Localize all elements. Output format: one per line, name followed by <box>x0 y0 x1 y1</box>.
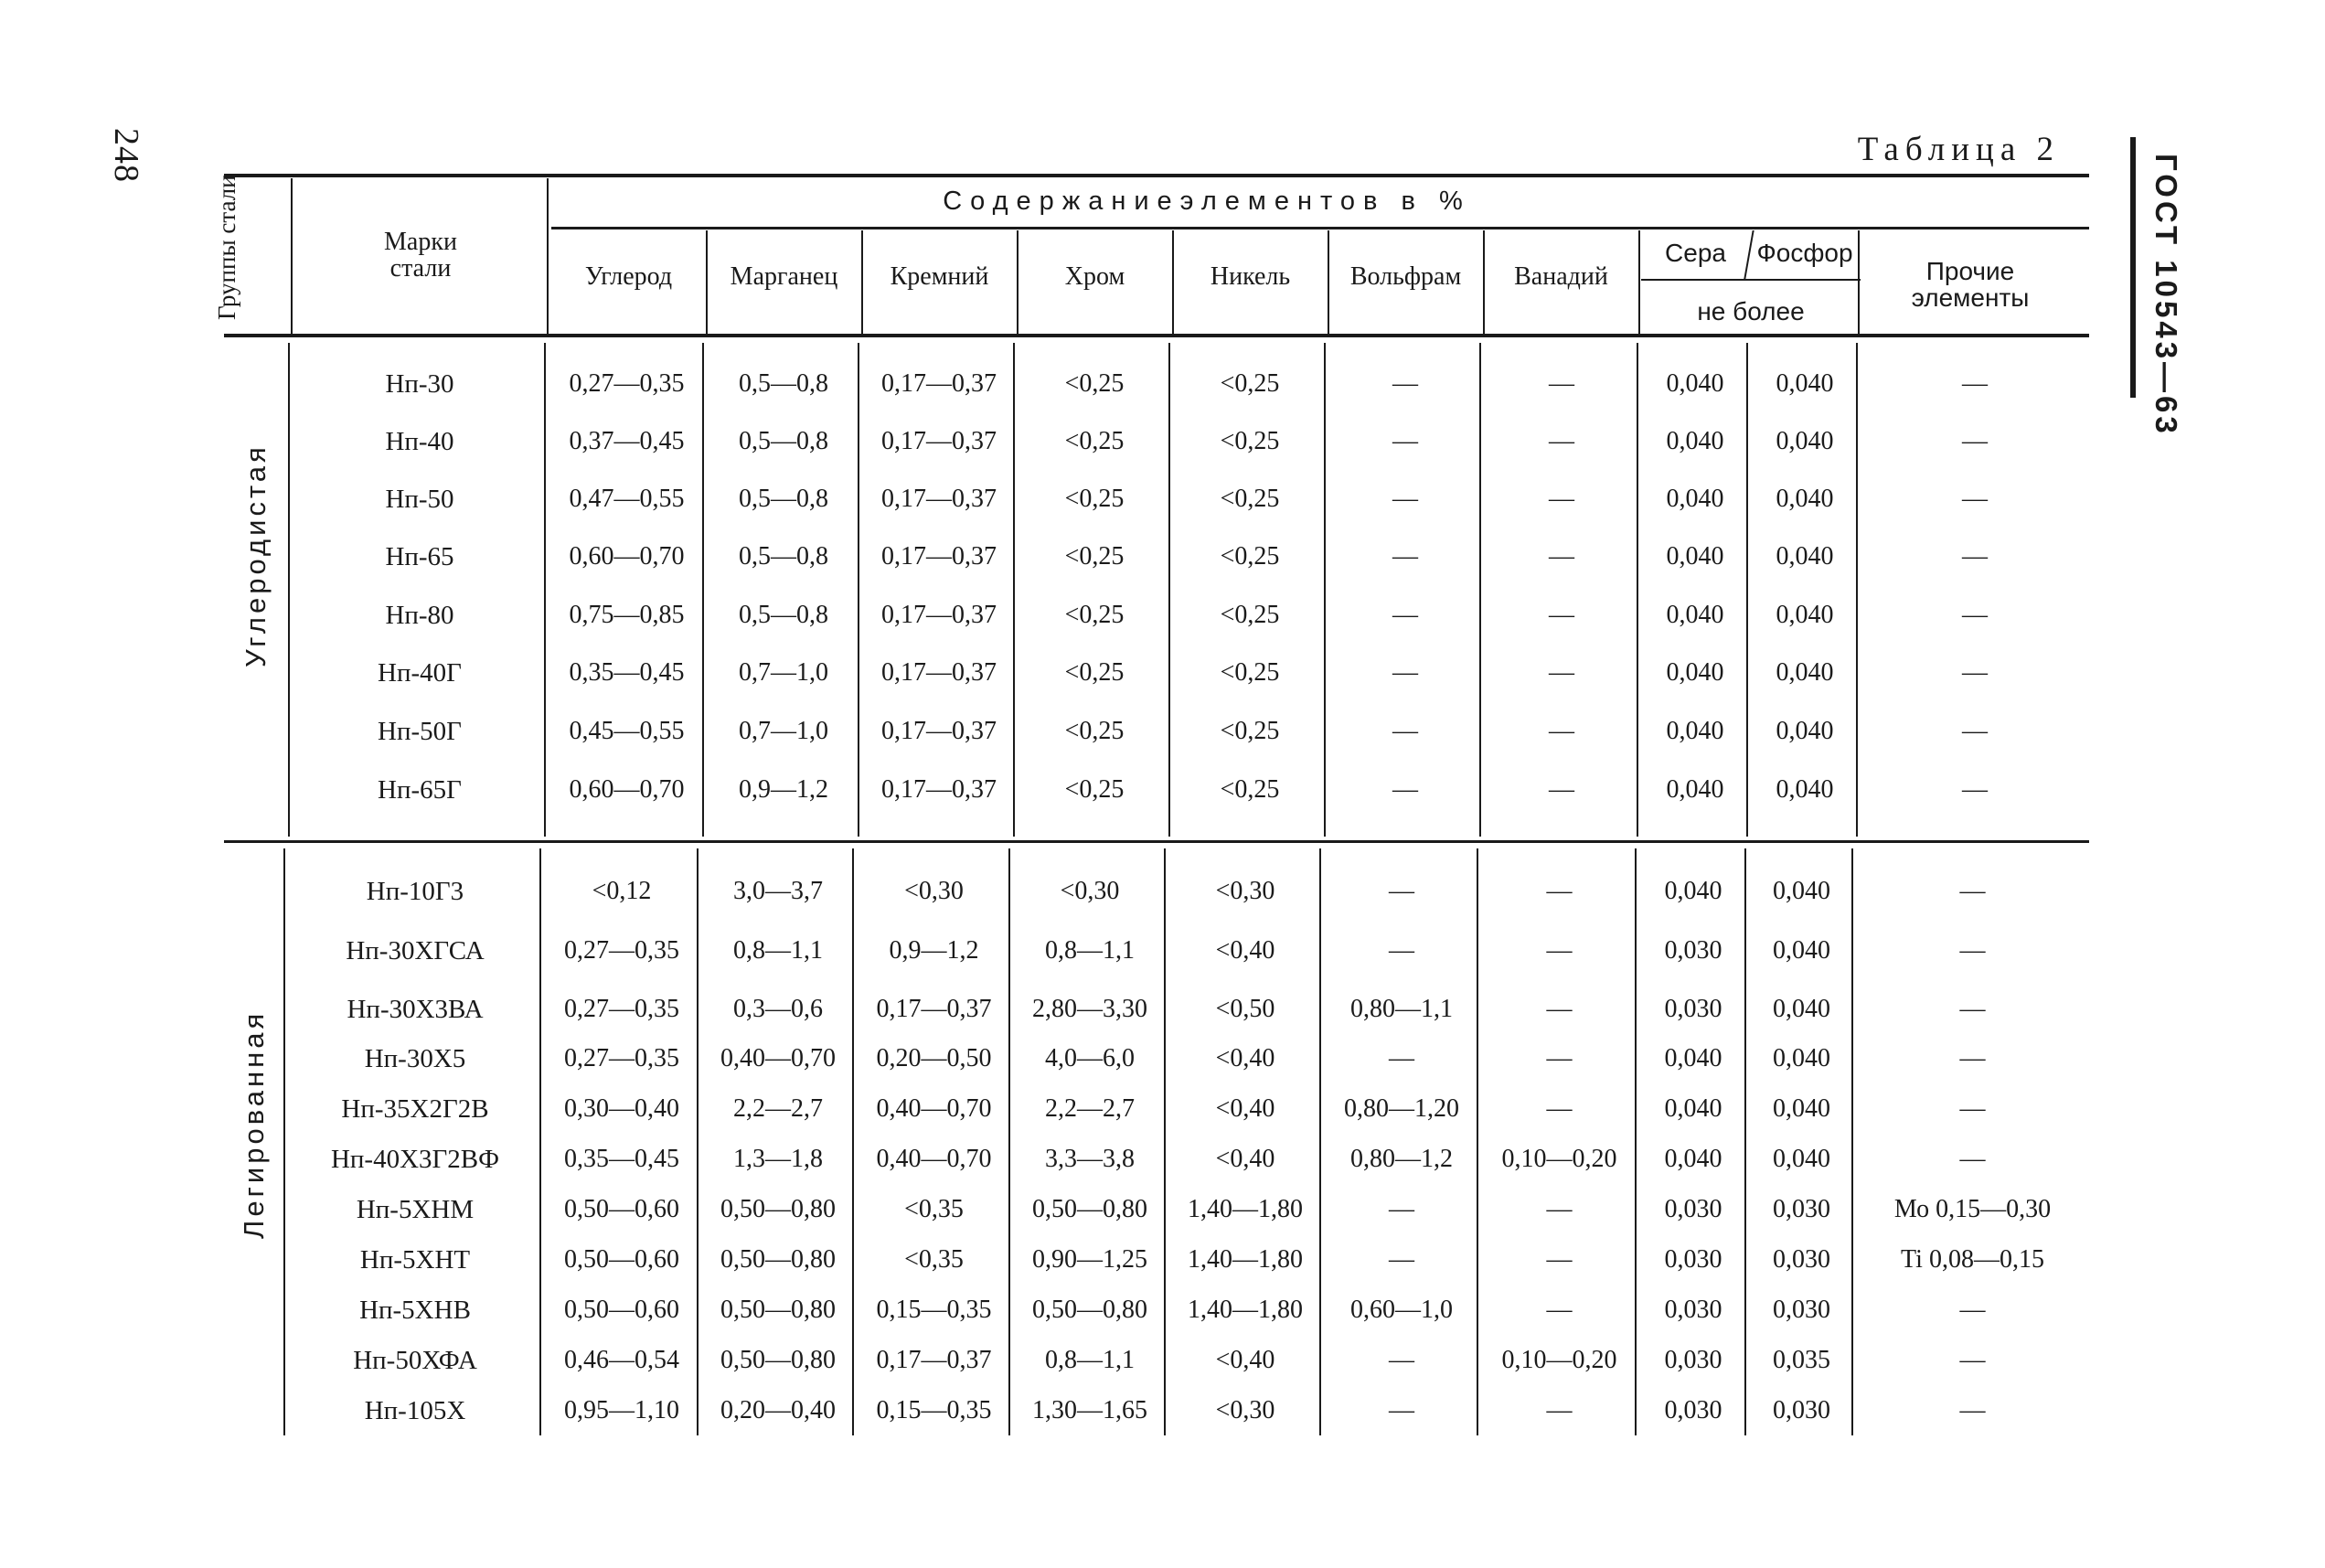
cell-other: — <box>1959 1346 1986 1374</box>
cell-phosphorus: 0,040 <box>1773 1145 1830 1173</box>
cell-manganese: 0,5—0,8 <box>739 427 828 455</box>
header-vanadium: Ванадий <box>1514 262 1608 291</box>
cell-vanadium: — <box>1549 717 1574 745</box>
cell-grade: Нп-35Х2Г2В <box>341 1094 489 1124</box>
cell-silicon: 0,40—0,70 <box>876 1094 992 1123</box>
header-silicon: Кремний <box>890 262 989 291</box>
body-col-line <box>1637 343 1638 837</box>
cell-nickel: <0,25 <box>1220 658 1280 687</box>
cell-phosphorus: 0,040 <box>1773 995 1830 1023</box>
cell-grade: Нп-30 <box>385 369 454 399</box>
header-sulfur: Сера <box>1665 239 1726 267</box>
cell-nickel: <0,25 <box>1220 775 1280 804</box>
cell-phosphorus: 0,030 <box>1773 1296 1830 1324</box>
header-tungsten: Вольфрам <box>1349 262 1462 291</box>
cell-sulfur: 0,030 <box>1664 936 1722 965</box>
group-label-alloyed: Легированная <box>238 1009 270 1239</box>
cell-carbon: 0,27—0,35 <box>564 995 679 1023</box>
cell-tungsten: — <box>1389 1396 1414 1424</box>
cell-chromium: 2,2—2,7 <box>1045 1094 1135 1123</box>
cell-chromium: 4,0—6,0 <box>1045 1044 1135 1072</box>
cell-manganese: 0,20—0,40 <box>720 1396 836 1424</box>
cell-carbon: 0,60—0,70 <box>569 775 685 804</box>
cell-vanadium: — <box>1546 995 1573 1023</box>
cell-tungsten: — <box>1392 427 1418 455</box>
cell-manganese: 0,8—1,1 <box>733 936 823 965</box>
cell-grade: Нп-50ХФА <box>353 1346 477 1375</box>
cell-tungsten: — <box>1392 369 1418 398</box>
body-col-line <box>1013 343 1015 837</box>
header-other-elements: Прочие элементы <box>1911 257 2030 313</box>
cell-sulfur: 0,040 <box>1664 877 1722 905</box>
cell-other: — <box>1962 717 1988 745</box>
cell-vanadium: — <box>1549 601 1574 629</box>
cell-tungsten: — <box>1392 542 1418 571</box>
cell-carbon: <0,12 <box>592 877 652 905</box>
header-col-line <box>1483 230 1485 334</box>
cell-tungsten: 0,80—1,1 <box>1350 995 1453 1023</box>
cell-other: — <box>1959 1296 1986 1324</box>
cell-tungsten: — <box>1389 936 1414 965</box>
cell-silicon: <0,35 <box>904 1245 964 1274</box>
cell-vanadium: — <box>1546 1396 1573 1424</box>
cell-sulfur: 0,040 <box>1666 485 1724 513</box>
header-col-line <box>1172 230 1174 334</box>
cell-sulfur: 0,040 <box>1666 369 1724 398</box>
cell-grade: Нп-30Х5 <box>364 1044 466 1073</box>
header-grades: Марки стали <box>384 228 457 283</box>
cell-phosphorus: 0,040 <box>1776 658 1834 687</box>
cell-silicon: 0,17—0,37 <box>876 995 992 1023</box>
body-col-line <box>858 343 859 837</box>
body-col-line <box>283 848 285 1435</box>
header-bottom-rule <box>224 334 2089 337</box>
cell-other: — <box>1962 658 1988 687</box>
cell-chromium: 0,8—1,1 <box>1045 936 1135 965</box>
cell-vanadium: — <box>1546 936 1573 965</box>
header-nickel: Никель <box>1210 262 1291 291</box>
cell-sulfur: 0,030 <box>1664 1346 1722 1374</box>
cell-other: — <box>1962 369 1988 398</box>
cell-silicon: 0,15—0,35 <box>876 1396 992 1424</box>
cell-manganese: 3,0—3,7 <box>733 877 823 905</box>
header-not-more: не более <box>1697 297 1805 325</box>
cell-tungsten: — <box>1392 485 1418 513</box>
cell-carbon: 0,50—0,60 <box>564 1245 679 1274</box>
cell-grade: Нп-30Х3ВА <box>347 995 484 1024</box>
cell-nickel: 1,40—1,80 <box>1188 1195 1303 1223</box>
cell-tungsten: — <box>1389 1195 1414 1223</box>
cell-other: — <box>1962 427 1988 455</box>
cell-chromium: <0,25 <box>1064 542 1125 571</box>
cell-sulfur: 0,040 <box>1666 658 1724 687</box>
cell-nickel: <0,30 <box>1215 1396 1275 1424</box>
cell-phosphorus: 0,040 <box>1776 369 1834 398</box>
cell-vanadium: — <box>1549 485 1574 513</box>
cell-chromium: 0,8—1,1 <box>1045 1346 1135 1374</box>
cell-nickel: <0,50 <box>1215 995 1275 1023</box>
table-top-rule <box>224 174 2089 177</box>
standard-side-title: ГОСТ 10543—63 <box>2149 154 2183 437</box>
cell-phosphorus: 0,040 <box>1776 601 1834 629</box>
cell-sulfur: 0,030 <box>1664 1195 1722 1223</box>
cell-carbon: 0,27—0,35 <box>564 1044 679 1072</box>
cell-silicon: 0,20—0,50 <box>876 1044 992 1072</box>
body-col-line <box>1479 343 1481 837</box>
cell-grade: Нп-50 <box>385 485 454 514</box>
header-manganese: Марганец <box>730 262 838 291</box>
cell-chromium: <0,25 <box>1064 717 1125 745</box>
not-more-rule <box>1641 279 1861 281</box>
cell-manganese: 0,50—0,80 <box>720 1346 836 1374</box>
body-col-line <box>1168 343 1170 837</box>
cell-vanadium: — <box>1546 1195 1573 1223</box>
header-content-title: Содержаниеэлементов в % <box>943 187 1471 216</box>
cell-tungsten: — <box>1392 601 1418 629</box>
cell-sulfur: 0,040 <box>1666 775 1724 804</box>
cell-sulfur: 0,040 <box>1664 1094 1722 1123</box>
cell-phosphorus: 0,030 <box>1773 1245 1830 1274</box>
cell-tungsten: 0,60—1,0 <box>1350 1296 1453 1324</box>
cell-chromium: 2,80—3,30 <box>1032 995 1147 1023</box>
header-groups: Группы стали <box>213 175 240 320</box>
cell-sulfur: 0,040 <box>1666 717 1724 745</box>
cell-silicon: 0,17—0,37 <box>881 485 997 513</box>
cell-grade: Нп-5ХНВ <box>359 1296 471 1325</box>
cell-grade: Нп-65 <box>385 542 454 571</box>
cell-sulfur: 0,040 <box>1666 427 1724 455</box>
header-col-line <box>291 178 293 334</box>
cell-silicon: 0,9—1,2 <box>889 936 979 965</box>
page-number: 248 <box>107 128 145 183</box>
cell-manganese: 0,50—0,80 <box>720 1245 836 1274</box>
cell-phosphorus: 0,040 <box>1773 1044 1830 1072</box>
cell-tungsten: 0,80—1,2 <box>1350 1145 1453 1173</box>
header-col-line <box>1328 230 1329 334</box>
body-col-line <box>1324 343 1326 837</box>
cell-tungsten: — <box>1389 1245 1414 1274</box>
cell-silicon: 0,17—0,37 <box>881 369 997 398</box>
cell-nickel: <0,25 <box>1220 485 1280 513</box>
cell-grade: Нп-30ХГСА <box>346 936 485 965</box>
header-col-line <box>861 230 863 334</box>
cell-manganese: 0,5—0,8 <box>739 485 828 513</box>
cell-manganese: 0,5—0,8 <box>739 542 828 571</box>
cell-chromium: 0,50—0,80 <box>1032 1195 1147 1223</box>
cell-sulfur: 0,040 <box>1664 1044 1722 1072</box>
cell-other: — <box>1959 995 1986 1023</box>
cell-manganese: 0,3—0,6 <box>733 995 823 1023</box>
cell-grade: Нп-105Х <box>364 1396 466 1425</box>
body-col-line <box>1746 343 1748 837</box>
cell-vanadium: 0,10—0,20 <box>1501 1346 1617 1374</box>
cell-grade: Нп-5ХНТ <box>359 1245 471 1275</box>
cell-chromium: <0,25 <box>1064 485 1125 513</box>
cell-phosphorus: 0,030 <box>1773 1396 1830 1424</box>
cell-phosphorus: 0,040 <box>1773 936 1830 965</box>
cell-silicon: 0,40—0,70 <box>876 1145 992 1173</box>
header-chromium: Хром <box>1064 262 1125 291</box>
content-title-rule <box>551 227 2089 229</box>
cell-vanadium: — <box>1549 369 1574 398</box>
cell-silicon: <0,30 <box>904 877 964 905</box>
cell-other: — <box>1962 775 1988 804</box>
cell-grade: Нп-40 <box>385 427 454 456</box>
cell-tungsten: — <box>1389 1044 1414 1072</box>
header-col-line <box>1017 230 1019 334</box>
cell-carbon: 0,95—1,10 <box>564 1396 679 1424</box>
cell-nickel: <0,30 <box>1215 877 1275 905</box>
cell-chromium: <0,25 <box>1064 601 1125 629</box>
header-phosphorus: Фосфор <box>1756 239 1853 267</box>
cell-phosphorus: 0,040 <box>1773 1094 1830 1123</box>
cell-other: — <box>1959 936 1986 965</box>
cell-other: — <box>1959 1094 1986 1123</box>
cell-nickel: <0,25 <box>1220 542 1280 571</box>
cell-chromium: <0,30 <box>1060 877 1120 905</box>
table-caption: Таблица 2 <box>1857 131 2060 168</box>
cell-tungsten: — <box>1392 717 1418 745</box>
cell-vanadium: — <box>1549 658 1574 687</box>
cell-tungsten: — <box>1389 877 1414 905</box>
cell-grade: Нп-5ХНМ <box>356 1195 475 1224</box>
cell-chromium: 0,50—0,80 <box>1032 1296 1147 1324</box>
cell-manganese: 0,5—0,8 <box>739 601 828 629</box>
cell-carbon: 0,75—0,85 <box>569 601 685 629</box>
cell-nickel: <0,40 <box>1215 1145 1275 1173</box>
cell-carbon: 0,27—0,35 <box>564 936 679 965</box>
cell-nickel: <0,40 <box>1215 1044 1275 1072</box>
cell-manganese: 0,50—0,80 <box>720 1296 836 1324</box>
cell-chromium: 1,30—1,65 <box>1032 1396 1147 1424</box>
cell-silicon: 0,17—0,37 <box>881 542 997 571</box>
cell-vanadium: — <box>1549 775 1574 804</box>
cell-manganese: 0,9—1,2 <box>739 775 828 804</box>
header-carbon: Углерод <box>584 262 673 291</box>
header-col-line <box>706 230 708 334</box>
cell-phosphorus: 0,030 <box>1773 1195 1830 1223</box>
cell-other: — <box>1962 601 1988 629</box>
cell-other: — <box>1959 1145 1986 1173</box>
cell-nickel: <0,25 <box>1220 717 1280 745</box>
cell-other: Мо 0,15—0,30 <box>1893 1195 2052 1223</box>
cell-chromium: <0,25 <box>1064 427 1125 455</box>
cell-silicon: 0,17—0,37 <box>881 658 997 687</box>
cell-vanadium: — <box>1546 1044 1573 1072</box>
group-label-carbon: Углеродистая <box>240 443 272 667</box>
cell-sulfur: 0,030 <box>1664 995 1722 1023</box>
cell-other: — <box>1959 1396 1986 1424</box>
cell-chromium: <0,25 <box>1064 775 1125 804</box>
cell-grade: Нп-40Х3Г2ВФ <box>330 1145 500 1174</box>
cell-carbon: 0,50—0,60 <box>564 1195 679 1223</box>
cell-nickel: <0,40 <box>1215 936 1275 965</box>
cell-silicon: 0,17—0,37 <box>881 775 997 804</box>
cell-other: — <box>1959 1044 1986 1072</box>
cell-phosphorus: 0,040 <box>1776 775 1834 804</box>
cell-carbon: 0,50—0,60 <box>564 1296 679 1324</box>
cell-carbon: 0,30—0,40 <box>564 1094 679 1123</box>
cell-tungsten: 0,80—1,20 <box>1344 1094 1459 1123</box>
cell-tungsten: — <box>1392 775 1418 804</box>
cell-manganese: 0,5—0,8 <box>739 369 828 398</box>
cell-phosphorus: 0,040 <box>1776 542 1834 571</box>
cell-sulfur: 0,040 <box>1664 1145 1722 1173</box>
cell-nickel: <0,40 <box>1215 1346 1275 1374</box>
cell-tungsten: — <box>1392 658 1418 687</box>
cell-other: — <box>1959 877 1986 905</box>
cell-sulfur: 0,040 <box>1666 601 1724 629</box>
cell-vanadium: — <box>1546 1094 1573 1123</box>
cell-carbon: 0,37—0,45 <box>569 427 685 455</box>
cell-silicon: 0,17—0,37 <box>876 1346 992 1374</box>
cell-phosphorus: 0,040 <box>1773 877 1830 905</box>
cell-chromium: <0,25 <box>1064 658 1125 687</box>
cell-tungsten: — <box>1389 1346 1414 1374</box>
header-col-line <box>547 178 549 334</box>
cell-sulfur: 0,030 <box>1664 1396 1722 1424</box>
cell-carbon: 0,35—0,45 <box>569 658 685 687</box>
cell-manganese: 0,40—0,70 <box>720 1044 836 1072</box>
cell-grade: Нп-65Г <box>378 775 462 805</box>
group-separator-rule <box>224 840 2089 843</box>
cell-phosphorus: 0,040 <box>1776 717 1834 745</box>
cell-carbon: 0,27—0,35 <box>569 369 685 398</box>
cell-carbon: 0,45—0,55 <box>569 717 685 745</box>
cell-carbon: 0,46—0,54 <box>564 1346 679 1374</box>
cell-phosphorus: 0,040 <box>1776 427 1834 455</box>
cell-other: Ti 0,08—0,15 <box>1901 1245 2044 1274</box>
cell-silicon: 0,17—0,37 <box>881 427 997 455</box>
body-col-line <box>544 343 546 837</box>
cell-other: — <box>1962 542 1988 571</box>
cell-nickel: 1,40—1,80 <box>1188 1245 1303 1274</box>
cell-phosphorus: 0,035 <box>1773 1346 1830 1374</box>
cell-grade: Нп-80 <box>385 601 454 630</box>
cell-sulfur: 0,040 <box>1666 542 1724 571</box>
cell-nickel: <0,25 <box>1220 427 1280 455</box>
cell-silicon: 0,15—0,35 <box>876 1296 992 1324</box>
body-col-line <box>1856 343 1858 837</box>
body-col-line <box>702 343 704 837</box>
cell-sulfur: 0,030 <box>1664 1245 1722 1274</box>
cell-manganese: 1,3—1,8 <box>733 1145 823 1173</box>
cell-nickel: <0,40 <box>1215 1094 1275 1123</box>
cell-manganese: 0,7—1,0 <box>739 658 828 687</box>
cell-manganese: 0,7—1,0 <box>739 717 828 745</box>
body-col-line <box>288 343 290 837</box>
cell-chromium: 0,90—1,25 <box>1032 1245 1147 1274</box>
cell-grade: Нп-40Г <box>378 658 462 688</box>
cell-vanadium: — <box>1546 1245 1573 1274</box>
cell-carbon: 0,35—0,45 <box>564 1145 679 1173</box>
cell-manganese: 0,50—0,80 <box>720 1195 836 1223</box>
cell-vanadium: — <box>1549 427 1574 455</box>
cell-grade: Нп-50Г <box>378 717 462 746</box>
cell-vanadium: — <box>1546 877 1573 905</box>
cell-carbon: 0,47—0,55 <box>569 485 685 513</box>
cell-other: — <box>1962 485 1988 513</box>
cell-nickel: 1,40—1,80 <box>1188 1296 1303 1324</box>
header-col-line <box>1638 230 1640 334</box>
cell-phosphorus: 0,040 <box>1776 485 1834 513</box>
cell-nickel: <0,25 <box>1220 601 1280 629</box>
cell-chromium: <0,25 <box>1064 369 1125 398</box>
cell-chromium: 3,3—3,8 <box>1045 1145 1135 1173</box>
cell-vanadium: — <box>1549 542 1574 571</box>
cell-silicon: <0,35 <box>904 1195 964 1223</box>
cell-carbon: 0,60—0,70 <box>569 542 685 571</box>
side-title-rule <box>2130 137 2136 398</box>
cell-vanadium: 0,10—0,20 <box>1501 1145 1617 1173</box>
cell-grade: Нп-10Г3 <box>366 877 464 906</box>
cell-vanadium: — <box>1546 1296 1573 1324</box>
cell-silicon: 0,17—0,37 <box>881 717 997 745</box>
cell-nickel: <0,25 <box>1220 369 1280 398</box>
cell-manganese: 2,2—2,7 <box>733 1094 823 1123</box>
cell-sulfur: 0,030 <box>1664 1296 1722 1324</box>
cell-silicon: 0,17—0,37 <box>881 601 997 629</box>
